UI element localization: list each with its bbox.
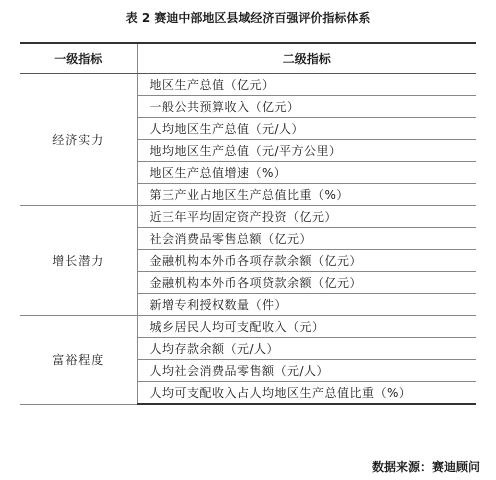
secondary-indicator: 一般公共预算收入（亿元） <box>137 96 476 118</box>
secondary-indicator: 人均存款余额（元/人） <box>137 338 476 360</box>
header-primary-indicator: 一级指标 <box>20 43 137 74</box>
secondary-indicator: 人均可支配收入占人均地区生产总值比重（%） <box>137 382 476 405</box>
data-source-note: 数据来源：赛迪顾问 <box>371 460 480 474</box>
primary-indicator-economic-strength: 经济实力 <box>20 74 137 206</box>
header-secondary-indicator: 二级指标 <box>137 43 476 74</box>
header-row <box>20 43 476 74</box>
secondary-indicator: 金融机构本外币各项贷款余额（亿元） <box>137 272 476 294</box>
primary-indicator-affluence: 富裕程度 <box>20 316 137 405</box>
secondary-indicator: 地区生产总值（亿元） <box>137 74 476 96</box>
table-title: 表 2 赛迪中部地区县域经济百强评价指标体系 <box>125 11 371 25</box>
secondary-indicator: 近三年平均固定资产投资（亿元） <box>137 206 476 228</box>
secondary-indicator: 地区生产总值增速（%） <box>137 162 476 184</box>
secondary-indicator: 地均地区生产总值（元/平方公里） <box>137 140 476 162</box>
secondary-indicator: 新增专利授权数量（件） <box>137 294 476 316</box>
secondary-indicator: 人均社会消费品零售额（元/人） <box>137 360 476 382</box>
table-row <box>20 74 476 96</box>
secondary-indicator: 人均地区生产总值（元/人） <box>137 118 476 140</box>
secondary-indicator: 城乡居民人均可支配收入（元） <box>137 316 476 338</box>
secondary-indicator: 第三产业占地区生产总值比重（%） <box>137 184 476 206</box>
table-row <box>20 206 476 228</box>
secondary-indicator: 金融机构本外币各项存款余额（亿元） <box>137 250 476 272</box>
table-row <box>20 316 476 338</box>
primary-indicator-growth-potential: 增长潜力 <box>20 206 137 316</box>
secondary-indicator: 社会消费品零售总额（亿元） <box>137 228 476 250</box>
indicator-table <box>20 42 476 405</box>
